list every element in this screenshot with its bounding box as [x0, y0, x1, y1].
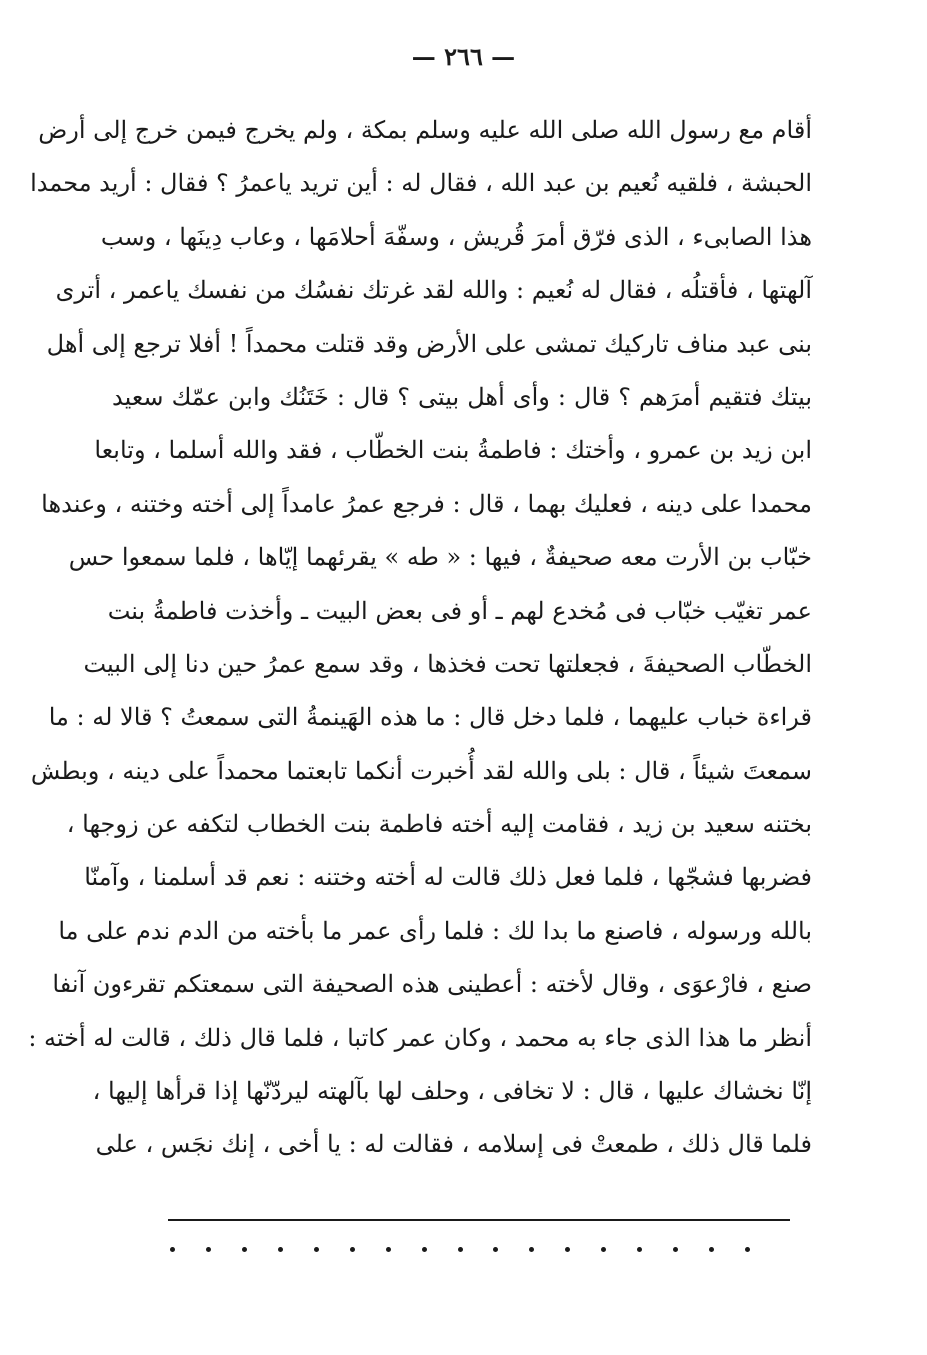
text-line: محمدا على دينه ، فعليك بهما ، قال : فرجع عمرُ عامداً إلى أخته وختنه ، وعندها [41, 489, 812, 518]
footer-dot [745, 1247, 750, 1252]
text-line: صنع ، فارْعوَى ، وقال لأخته : أعطينى هذه الصحيفة التى سمعتكم تقرءون آنفا [52, 970, 812, 999]
text-line: هذا الصابىء ، الذى فرّق أمرَ قُريش ، وسفّهَ أحلامَها ، وعاب دِينَها ، وسب [100, 222, 812, 251]
body-text [28, 104, 812, 1172]
footer-dot [529, 1247, 534, 1252]
footer-dot [422, 1247, 427, 1252]
text-line: خبّاب بن الأرت معه صحيفةٌ ، فيها : « طه » يقرئهما إيّاها ، فلما سمعوا حس [68, 543, 812, 572]
text-line: الخطّاب الصحيفةَ ، فجعلتها تحت فخذها ، وقد سمع عمرُ حين دنا إلى البيت [83, 649, 812, 678]
footer-dot [637, 1247, 642, 1252]
footer-dot [386, 1247, 391, 1252]
footer-dot [458, 1247, 463, 1252]
text-line: فضربها فشجّها ، فلما فعل ذلك قالت له أخته وختنه : نعم قد أسلمنا ، وآمنّا [84, 863, 812, 892]
footer-dot [350, 1247, 355, 1252]
footer-dot [170, 1247, 175, 1252]
text-line: بيتك فتقيم أمرَهم ؟ قال : وأى أهل بيتى ؟ قال : خَتَنُك وابن عمّك سعيد [112, 382, 812, 411]
text-line: إنّا نخشاك عليها ، قال : لا تخافى ، وحلف لها بآلهته ليردّنّها إذا قرأها إليها ، [92, 1077, 812, 1106]
text-line: بنى عبد مناف تاركيك تمشى على الأرض وقد قتلت محمداً ! أفلا ترجع إلى أهل [46, 329, 812, 358]
page-number: — ٢٦٦ — [411, 42, 516, 71]
footer-dot [314, 1247, 319, 1252]
text-line: بالله ورسوله ، فاصنع ما بدا لك : فلما رأى عمر ما بأخته من الدم ندم على ما [58, 916, 812, 945]
footer-rule [168, 1219, 790, 1221]
footer-dot [565, 1247, 570, 1252]
footer-dot [242, 1247, 247, 1252]
footer-dot [673, 1247, 678, 1252]
footer-dot [493, 1247, 498, 1252]
text-line: أقام مع رسول الله صلى الله عليه وسلم بمكة ، ولم يخرج فيمن خرج إلى أرض [38, 116, 812, 144]
text-line: ابن زيد بن عمرو ، وأختك : فاطمةُ بنت الخطّاب ، فقد والله أسلما ، وتابعا [94, 436, 812, 465]
text-line: سمعتَ شيئاً ، قال : بلى والله لقد أُخبرت أنكما تابعتما محمداً على دينه ، وبطش [30, 756, 812, 785]
footer-dot [601, 1247, 606, 1252]
footer-dot [206, 1247, 211, 1252]
text-line: فلما قال ذلك ، طمعتْ فى إسلامه ، فقالت له : يا أخى ، إنك نجَس ، على [95, 1130, 812, 1159]
text-line: الحبشة ، فلقيه نُعيم بن عبد الله ، فقال له : أين تريد ياعمرُ ؟ فقال : أريد محمدا [30, 169, 812, 198]
text-line: أنظر ما هذا الذى جاء به محمد ، وكان عمر كاتبا ، فلما قال ذلك ، قالت له أخته : [28, 1023, 812, 1052]
footer-dot-row [170, 1244, 750, 1254]
footer-dot [709, 1247, 714, 1252]
footer-dot [278, 1247, 283, 1252]
text-line: بختنه سعيد بن زيد ، فقامت إليه أخته فاطمة بنت الخطاب لتكفه عن زوجها ، [66, 810, 812, 839]
text-line: آلهتها ، فأقتلُه ، فقال له نُعيم : والله لقد غرتك نفسُك من نفسك ياعمر ، أترى [55, 276, 812, 305]
text-line: عمر تغيّب خبّاب فى مُخدع لهم ـ أو فى بعض البيت ـ وأخذت فاطمةُ بنت [107, 596, 812, 625]
text-line: قراءة خباب عليهما ، فلما دخل قال : ما هذه الهَينمةُ التى سمعتُ ؟ قالا له : ما [48, 703, 812, 732]
